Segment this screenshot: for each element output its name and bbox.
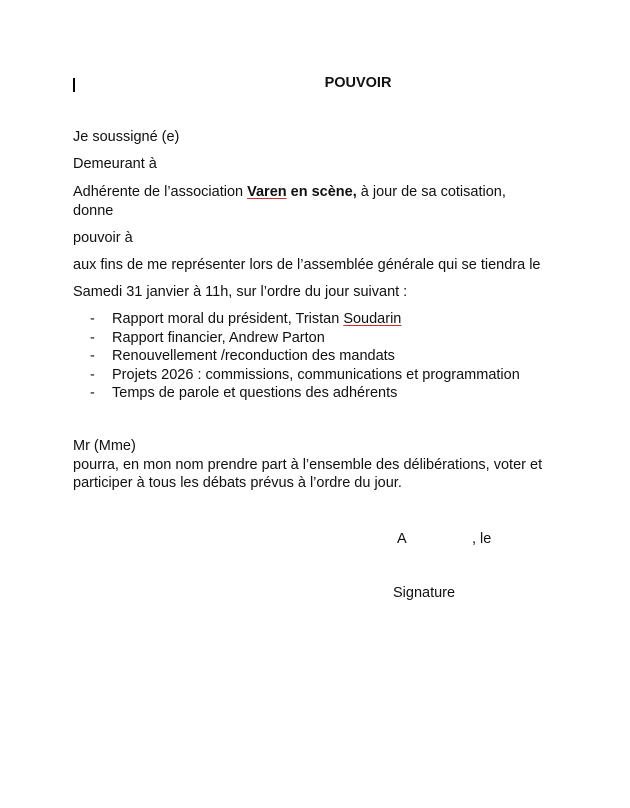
agenda-dash: -: [90, 329, 95, 346]
agenda-dash: -: [90, 385, 95, 401]
document-title: POUVOIR: [324, 75, 392, 91]
date-line: Samedi 31 janvier à 11h, sur l’ordre du jour suivant :: [73, 284, 408, 300]
agenda-item-text: Renouvellement /reconduction des mandats: [112, 348, 395, 364]
agenda-dash: -: [90, 366, 95, 383]
agenda-item: [90, 347, 520, 366]
gives-line: donne: [73, 203, 114, 219]
power-to-line: pouvoir à: [73, 230, 133, 246]
agenda-item: [90, 329, 520, 348]
agenda-dash: -: [90, 348, 95, 364]
agenda-item-text: Temps de parole et questions des adhérents: [112, 385, 398, 401]
agenda-item-text: Rapport financier, Andrew Parton: [112, 329, 325, 346]
agenda-list: [90, 310, 520, 403]
date-label: , le: [472, 531, 492, 547]
signature-label: Signature: [393, 585, 456, 601]
place-label: A: [397, 531, 407, 547]
association-name-suffix: en scène,: [286, 184, 357, 200]
agenda-item-text: Rapport moral du président, Tristan: [112, 311, 344, 327]
membership-suffix: à jour de sa cotisation,: [356, 184, 506, 200]
proxy-label: Mr (Mme): [73, 438, 136, 454]
agenda-dash: -: [90, 311, 95, 327]
proxy-text-line-2: participer à tous les débats prévus à l’ordre du jour.: [73, 475, 402, 491]
association-name-varen: Varen: [247, 184, 287, 200]
undersigned-line: Je soussigné (e): [73, 129, 180, 145]
agenda-item: [90, 366, 520, 385]
residing-line: Demeurant à: [73, 156, 157, 172]
agenda-item: [90, 310, 520, 329]
agenda-item-name: Soudarin: [343, 311, 402, 327]
agenda-item: [90, 384, 520, 403]
purpose-line: aux fins de me représenter lors de l’assemblée générale qui se tiendra le: [73, 257, 541, 273]
membership-line: [73, 183, 506, 201]
membership-prefix: Adhérente de l’association: [73, 184, 248, 200]
agenda-item-text: Projets 2026 : commissions, communications et programmation: [112, 366, 520, 383]
proxy-text-line-1: pourra, en mon nom prendre part à l’ensemble des délibérations, voter et: [73, 457, 543, 473]
